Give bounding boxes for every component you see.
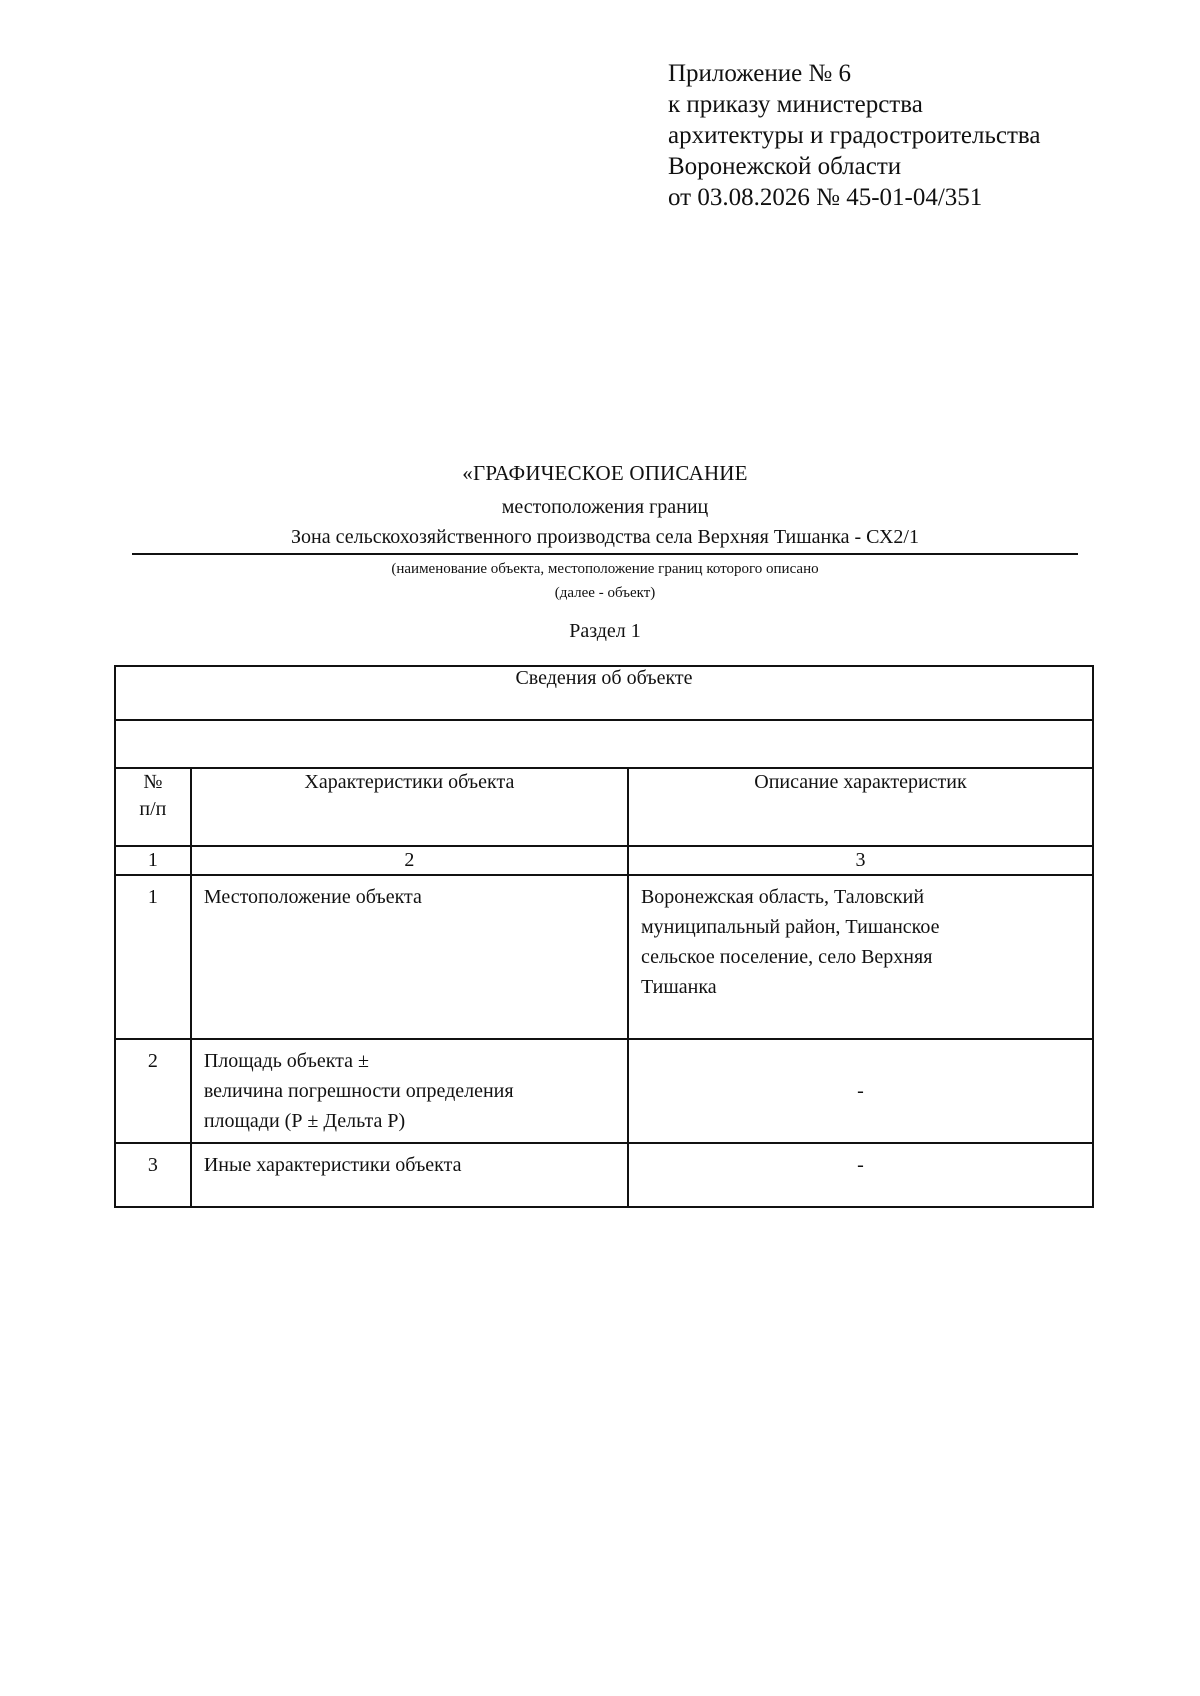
row-characteristic-line: Иные характеристики объекта	[203, 1154, 462, 1176]
table-empty-row	[115, 720, 1093, 768]
row-characteristic-line: величина погрешности определения	[203, 1080, 514, 1102]
table-row	[115, 875, 1093, 1039]
row-characteristic-line: Местоположение объекта	[203, 886, 422, 908]
table-row	[115, 1143, 1093, 1207]
row-description: -	[628, 1039, 1093, 1143]
column-number: 2	[191, 846, 628, 875]
row-characteristic	[191, 875, 628, 1039]
table-empty-cell	[115, 720, 1093, 768]
row-description-line: Тишанка	[640, 976, 717, 998]
table-header-row	[115, 666, 1093, 720]
column-header-number-line: п/п	[139, 798, 167, 820]
appendix-line: от 03.08.2026 № 45-01-04/351	[668, 184, 983, 211]
table-column-headers	[115, 768, 1093, 846]
row-number: 1	[115, 875, 191, 1039]
column-header-description: Описание характеристик	[628, 768, 1093, 846]
row-description	[628, 875, 1093, 1039]
table-header: Сведения об объекте	[115, 666, 1093, 720]
row-number: 3	[115, 1143, 191, 1207]
document-title: «ГРАФИЧЕСКОЕ ОПИСАНИЕ	[462, 461, 748, 485]
appendix-line: Приложение № 6	[668, 60, 852, 87]
row-characteristic-line: Площадь объекта ±	[203, 1050, 369, 1072]
section-label: Раздел 1	[569, 620, 641, 642]
column-header-characteristics: Характеристики объекта	[191, 768, 628, 846]
row-description-line: Воронежская область, Таловский	[640, 886, 925, 908]
column-header-number-line: №	[143, 771, 163, 793]
table-row	[115, 1039, 1093, 1143]
row-characteristic	[191, 1039, 628, 1143]
appendix-reference	[668, 58, 1040, 213]
column-header-number	[115, 768, 191, 846]
document-subtitle: местоположения границ	[501, 496, 709, 518]
object-caption	[132, 557, 1078, 605]
row-description: -	[628, 1143, 1093, 1207]
appendix-line: Воронежской области	[668, 153, 902, 180]
appendix-line: к приказу министерства	[668, 91, 923, 118]
object-caption-line: (наименование объекта, местоположение границ которого описано	[391, 561, 819, 577]
row-characteristic	[191, 1143, 628, 1207]
object-name: Зона сельскохозяйственного производства села Верхняя Тишанка - СХ2/1	[132, 522, 1078, 555]
row-description-line: муниципальный район, Тишанское	[640, 916, 940, 938]
object-info-table	[114, 665, 1094, 1208]
column-number: 3	[628, 846, 1093, 875]
table-column-numbers	[115, 846, 1093, 875]
row-number: 2	[115, 1039, 191, 1143]
row-description-line: сельское поселение, село Верхняя	[640, 946, 933, 968]
object-caption-line: (далее - объект)	[554, 585, 656, 601]
document-title-block	[132, 458, 1078, 646]
column-number: 1	[115, 846, 191, 875]
row-characteristic-line: площади (Р ± Дельта Р)	[203, 1110, 406, 1132]
appendix-line: архитектуры и градостроительства	[668, 122, 1041, 149]
